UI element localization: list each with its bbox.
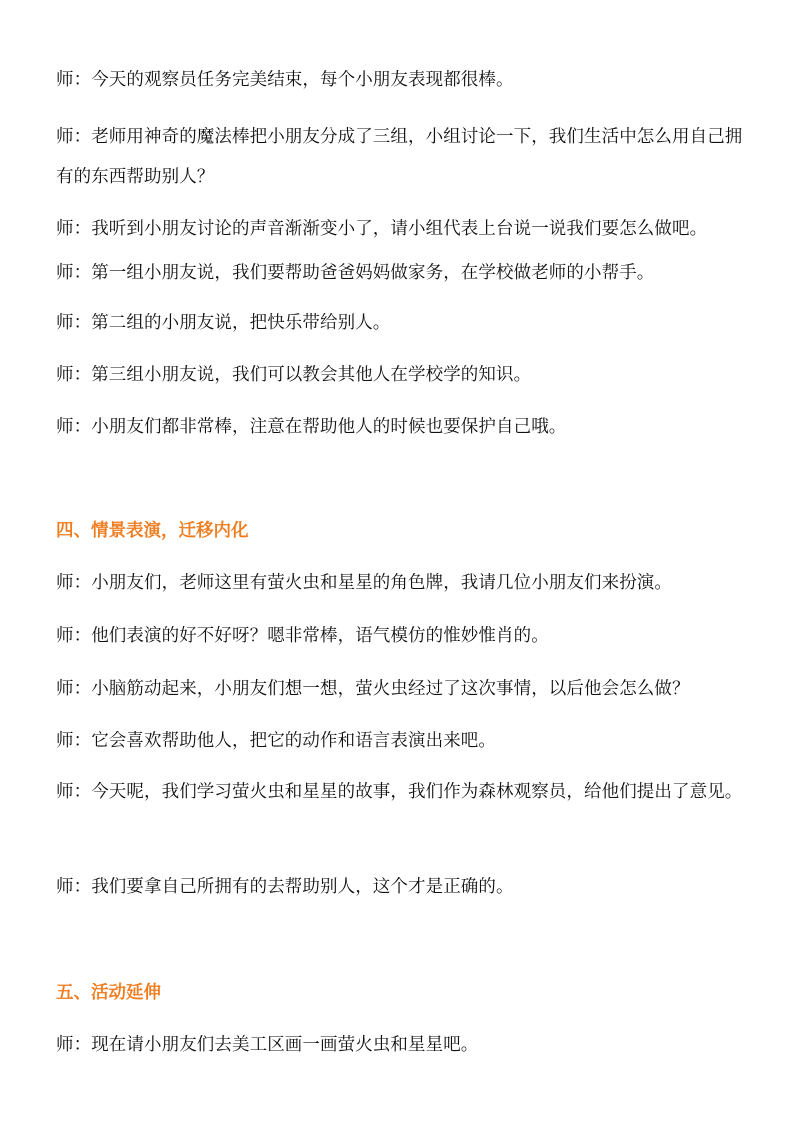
- paragraph: 师：小朋友们都非常棒，注意在帮助他人的时候也要保护自己哦。: [56, 417, 567, 437]
- paragraph: 师：老师用神奇的魔法棒把小朋友分成了三组，小组讨论一下，我们生活中怎么用自己拥有的东西帮助别人？: [56, 127, 743, 187]
- paragraph: 师：我听到小朋友讨论的声音渐渐变小了，请小组代表上台说一说我们要怎么做吧。: [56, 219, 708, 239]
- paragraph: 师：我们要拿自己所拥有的去帮助别人，这个才是正确的。: [56, 877, 514, 897]
- paragraph: 师：今天呢，我们学习萤火虫和星星的故事，我们作为森林观察员，给他们提出了意见。: [56, 782, 743, 802]
- paragraph: 师：第二组的小朋友说，把快乐带给别人。: [56, 313, 391, 333]
- paragraph: 师：第一组小朋友说，我们要帮助爸爸妈妈做家务，在学校做老师的小帮手。: [56, 263, 655, 283]
- section-heading-4: 四、情景表演，迁移内化: [56, 521, 249, 541]
- paragraph: 师：小朋友们，老师这里有萤火虫和星星的角色牌，我请几位小朋友们来扮演。: [56, 573, 672, 593]
- section-heading-5: 五、活动延伸: [56, 983, 161, 1003]
- paragraph: 师：它会喜欢帮助他人，把它的动作和语言表演出来吧。: [56, 731, 496, 751]
- paragraph: 师：小脑筋动起来，小朋友们想一想，萤火虫经过了这次事情，以后他会怎么做？: [56, 679, 690, 699]
- paragraph: 师：现在请小朋友们去美工区画一画萤火虫和星星吧。: [56, 1035, 479, 1055]
- paragraph: 师：第三组小朋友说，我们可以教会其他人在学校学的知识。: [56, 365, 532, 385]
- paragraph: 师：他们表演的好不好呀？嗯非常棒，语气模仿的惟妙惟肖的。: [56, 626, 549, 646]
- paragraph: 师：今天的观察员任务完美结束，每个小朋友表现都很棒。: [56, 70, 514, 90]
